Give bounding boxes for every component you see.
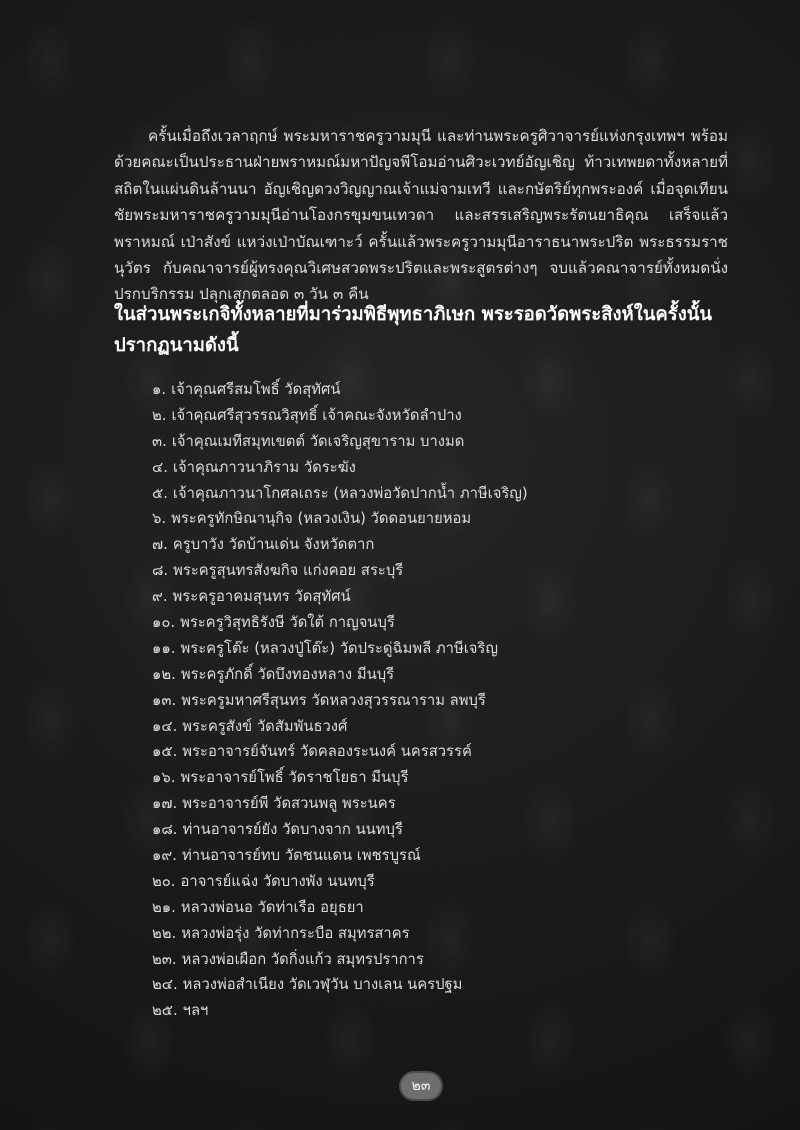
list-item (152, 921, 712, 947)
list-item-text: หลวงพ่อสำเนียง วัดเวฬุวัน บางเลน นครปฐม (182, 976, 463, 994)
list-item-number: ๕. (152, 484, 168, 502)
list-item-number: ๑๖. (152, 769, 176, 787)
list-item-number: ๒๕. (152, 1002, 178, 1020)
list-item (152, 403, 712, 429)
list-item-number: ๖. (152, 510, 167, 528)
list-item-number: ๑๔. (152, 717, 178, 735)
list-item-text: เจ้าคุณศรีสมโพธิ์ วัดสุทัศน์ (171, 381, 341, 398)
list-item-text: ฯลฯ (182, 1002, 209, 1020)
list-item-number: ๓. (152, 432, 167, 450)
monk-list (152, 377, 712, 1024)
list-item (152, 377, 712, 403)
list-item-text: พระครูวิสุทธิรังษี วัดใต้ กาญจนบุรี (180, 614, 395, 632)
list-item-number: ๑. (152, 381, 167, 398)
list-item-number: ๑๕. (152, 743, 178, 761)
list-item (152, 558, 712, 584)
list-item (152, 532, 712, 558)
list-item-number: ๘. (152, 562, 169, 580)
list-item-text: เจ้าคุณเมทีสมุทเขตต์ วัดเจริญสุขาราม บางมด (171, 432, 465, 450)
list-item-text: พระครูอาคมสุนทร วัดสุทัศน์ (172, 588, 351, 606)
list-item (152, 947, 712, 973)
list-item-text: ท่านอาจารย์ทบ วัดชนแดน เพชรบูรณ์ (181, 847, 421, 865)
list-item-text: หลวงพ่อรุ่ง วัดท่ากระบือ สมุทรสาคร (181, 924, 410, 942)
list-item (152, 610, 712, 636)
list-item-text: เจ้าคุณภาวนาภิราม วัดระฆัง (172, 458, 356, 476)
list-item-number: ๒๑. (152, 898, 176, 916)
list-item-number: ๑๙. (152, 847, 177, 865)
list-item-text: ท่านอาจารย์ยัง วัดบางจาก นนทบุรี (182, 821, 403, 839)
list-item (152, 765, 712, 791)
list-item (152, 584, 712, 610)
list-item-text: พระอาจารย์จันทร์ วัดคลองระนงค์ นครสวรรค์ (182, 743, 472, 761)
list-item-number: ๙. (152, 588, 168, 606)
list-item-text: พระครูสุนทรสังฆกิจ แก่งคอย สระบุรี (173, 562, 404, 580)
list-item-number: ๑๓. (152, 691, 177, 709)
list-item-text: พระอาจารย์พี วัดสวนพลู พระนคร (182, 795, 396, 813)
list-item-text: พระครูมหาศรีสุนทร วัดหลวงสุวรรณาราม ลพบุรี (181, 691, 486, 709)
list-item-number: ๒๔. (152, 976, 178, 994)
list-item (152, 843, 712, 869)
list-item (152, 714, 712, 740)
list-item-text: พระครูโต๊ะ (หลวงปู่โต๊ะ) วัดประดู่ฉิมพลี ภาษีเจริญ (180, 639, 498, 657)
list-item (152, 998, 712, 1024)
list-item-text: พระครูสังข์ วัดสัมพันธวงศ์ (182, 717, 348, 735)
page-number: ๒๓ (401, 1073, 441, 1099)
list-item-text: อาจารย์แฉ่ง วัดบางพัง นนทบุรี (180, 872, 375, 890)
list-item (152, 688, 712, 714)
list-item-number: ๒๒. (152, 924, 177, 942)
list-item-number: ๑๒. (152, 665, 176, 683)
list-item-number: ๑๗. (152, 795, 178, 813)
list-item (152, 662, 712, 688)
list-item-text: พระครูทักษิณานุกิจ (หลวงเงิน) วัดดอนยายหอม (171, 510, 472, 528)
list-item (152, 429, 712, 455)
list-item-text: หลวงพ่อนอ วัดท่าเรือ อยุธยา (180, 898, 364, 916)
section-heading: ในส่วนพระเกจิทั้งหลายที่มาร่วมพิธีพุทธาภิเษก พระรอดวัดพระสิงห์ในครั้งนั้นปรากฏนามดังนี้ (114, 304, 713, 356)
list-item-text: หลวงพ่อเผือก วัดกิ่งแก้ว สมุทรปราการ (181, 950, 424, 968)
list-item (152, 455, 712, 481)
list-item (152, 506, 712, 532)
list-item-number: ๑๑. (152, 639, 176, 657)
list-item (152, 895, 712, 921)
list-item-text: พระครูภักดิ์ วัดบึงทองหลาง มีนบุรี (180, 665, 395, 683)
list-item-number: ๒. (152, 406, 167, 424)
list-item (152, 869, 712, 895)
list-item (152, 817, 712, 843)
list-item-number: ๑๘. (152, 821, 178, 839)
list-item-text: พระอาจารย์โพธิ์ วัดราชโยธา มีนบุรี (180, 769, 409, 787)
list-item (152, 481, 712, 507)
list-item-number: ๒๐. (152, 872, 176, 890)
list-item (152, 636, 712, 662)
list-item-number: ๒๓. (152, 950, 177, 968)
list-item-number: ๑๐. (152, 614, 176, 632)
list-item-text: ครูบาวัง วัดบ้านเด่น จังหวัดตาก (172, 536, 375, 554)
list-item (152, 739, 712, 765)
list-item-text: เจ้าคุณภาวนาโกศลเถระ (หลวงพ่อวัดปากน้ำ ภาษีเจริญ) (172, 484, 528, 502)
intro-paragraph: ครั้นเมื่อถึงเวลาฤกษ์ พระมหาราชครูวามมุนี และท่านพระครูศิวาจารย์แห่งกรุงเทพฯ พร้อมด้วยคณะเป็นประธานฝ่ายพราหมณ์มหาปัญจพีโอมอ่านศิวะเวทย์อัญเชิญ ท้าวเทพยดาทั้งหลายที่สถิตในแผ่นดินล้านนา อัญเชิญดวงวิญญาณเจ้าแม่จามเทวี และกษัตริย์ทุกพระองค์ เมื่อจุดเทียนชัยพระมหาราชครูวามมุนีอ่านโองกรขุมขนเทวดา และสรรเสริญพระรัตนยาธิคุณ เสร็จแล้วพราหมณ์ เป่าสังข์ แหว่งเป่าบัณเฑาะว์ ครั้นแล้วพระครูวามมุนีอาราธนาพระปริต พระธรรมราชนุวัตร กับคณาจารย์ผู้ทรงคุณวิเศษสวดพระปริตและพระสูตรต่างๆ จบแล้วคณาจารย์ทั้งหมดนั่งปรกบริกรรม ปลุกเสกตลอด ๓ วัน ๓ คืน (114, 127, 728, 304)
list-item-number: ๔. (152, 458, 168, 476)
list-item-text: เจ้าคุณศรีสุวรรณวิสุทธิ์ เจ้าคณะจังหวัดลำปาง (171, 406, 462, 424)
list-item (152, 791, 712, 817)
list-item (152, 972, 712, 998)
list-item-number: ๗. (152, 536, 168, 554)
